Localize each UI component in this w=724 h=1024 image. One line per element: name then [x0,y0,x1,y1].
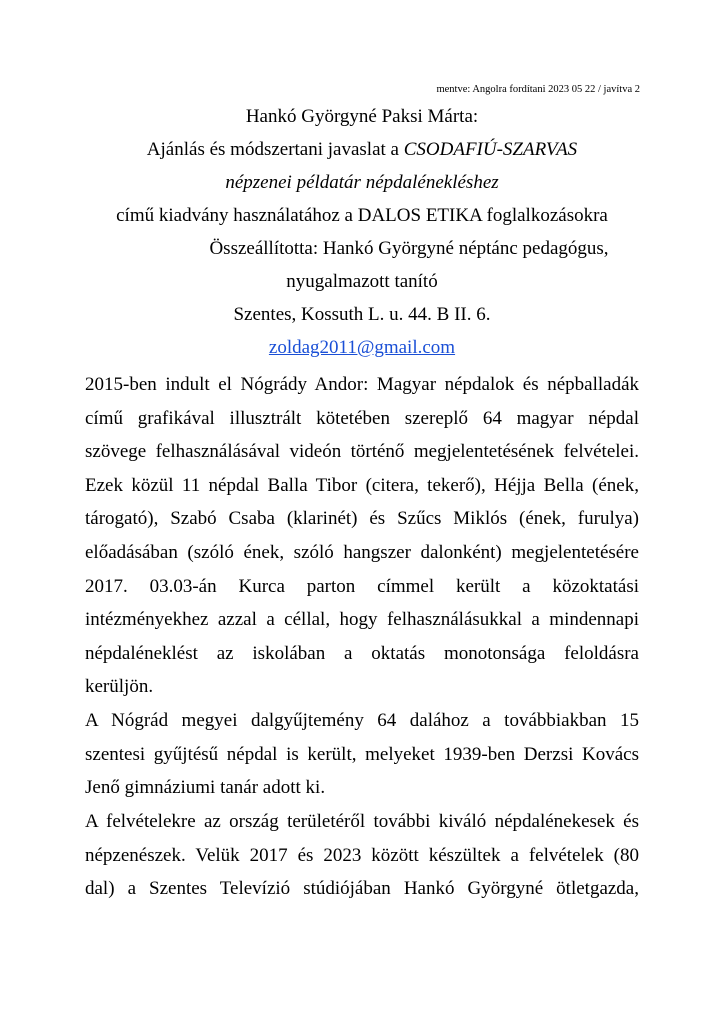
title-author: Hankó Györgyné Paksi Márta: [245,106,479,127]
compiler-line: Összeállította: Hankó Györgyné néptánc pedagógus, [209,238,609,259]
paragraph-line: népdaléneklést az iskolában a oktatás monotonsága feloldásra [85,642,639,664]
paragraph-line: 2015-ben indult el Nógrády Andor: Magyar népdalok és népballadák [85,374,639,395]
paragraph-line: című grafikával illusztrált kötetében szereplő 64 magyar népdal [85,407,639,429]
address: Szentes, Kossuth L. u. 44. B II. 6. [233,304,491,325]
title-line-2-prefix: Ajánlás és módszertani javaslat a [146,139,404,160]
paragraph-line: A Nógrád megyei dalgyűjtemény 64 dalához a továbbiakban 15 [85,710,639,731]
paragraph-line: tárogató), Szabó Csaba (klarinét) és Szűcs Miklós (ének, furulya) [85,508,639,530]
title-line-3 [0,172,724,194]
title-subtitle: népzenei példatár népdalénekléshez [225,172,499,193]
title-book-name: CSODAFIÚ-SZARVAS [403,139,578,160]
compiler-title: nyugalmazott tanító [286,271,438,292]
paragraph-3 [85,805,639,906]
paragraph-line: népzenészek. Velük 2017 és 2023 között készültek a felvételek (80 [85,844,639,866]
paragraph-line: kerüljön. [85,676,154,698]
paragraph-2 [85,704,639,805]
email-link[interactable]: zoldag2011@gmail.com [268,337,456,358]
paragraph-line: A felvételekre az ország területéről további kiváló népdalénekesek és [85,811,639,832]
paragraph-line: előadásában (szóló ének, szóló hangszer dalonként) megjelentetésére [85,541,639,563]
paragraph-line: Jenő gimnáziumi tanár adott ki. [85,777,326,799]
email-line [0,337,724,359]
header-note: mentve: Angolra fordítani 2023 05 22 / javítva 2 [436,84,640,95]
title-line-2 [0,139,724,161]
paragraph-1 [85,368,639,704]
paragraph-line: szövege felhasználásával videón történő megjelentetésének felvételei. [85,441,639,463]
paragraph-line: Ezek közül 11 népdal Balla Tibor (citera, tekerő), Héjja Bella (ének, [85,474,639,496]
paragraph-line: szentesi gyűjtésű népdal is került, melyeket 1939-ben Derzsi Kovács [85,743,639,765]
paragraph-line: 2017. 03.03-án Kurca parton címmel került a közoktatási [85,575,639,597]
title-line-4: című kiadvány használatához a DALOS ETIKA foglalkozásokra [116,205,608,226]
paragraph-line: intézményekhez azzal a céllal, hogy felhasználásukkal a mindennapi [85,609,639,631]
paragraph-line: dal) a Szentes Televízió stúdiójában Hankó Györgyné ötletgazda, [85,878,639,900]
